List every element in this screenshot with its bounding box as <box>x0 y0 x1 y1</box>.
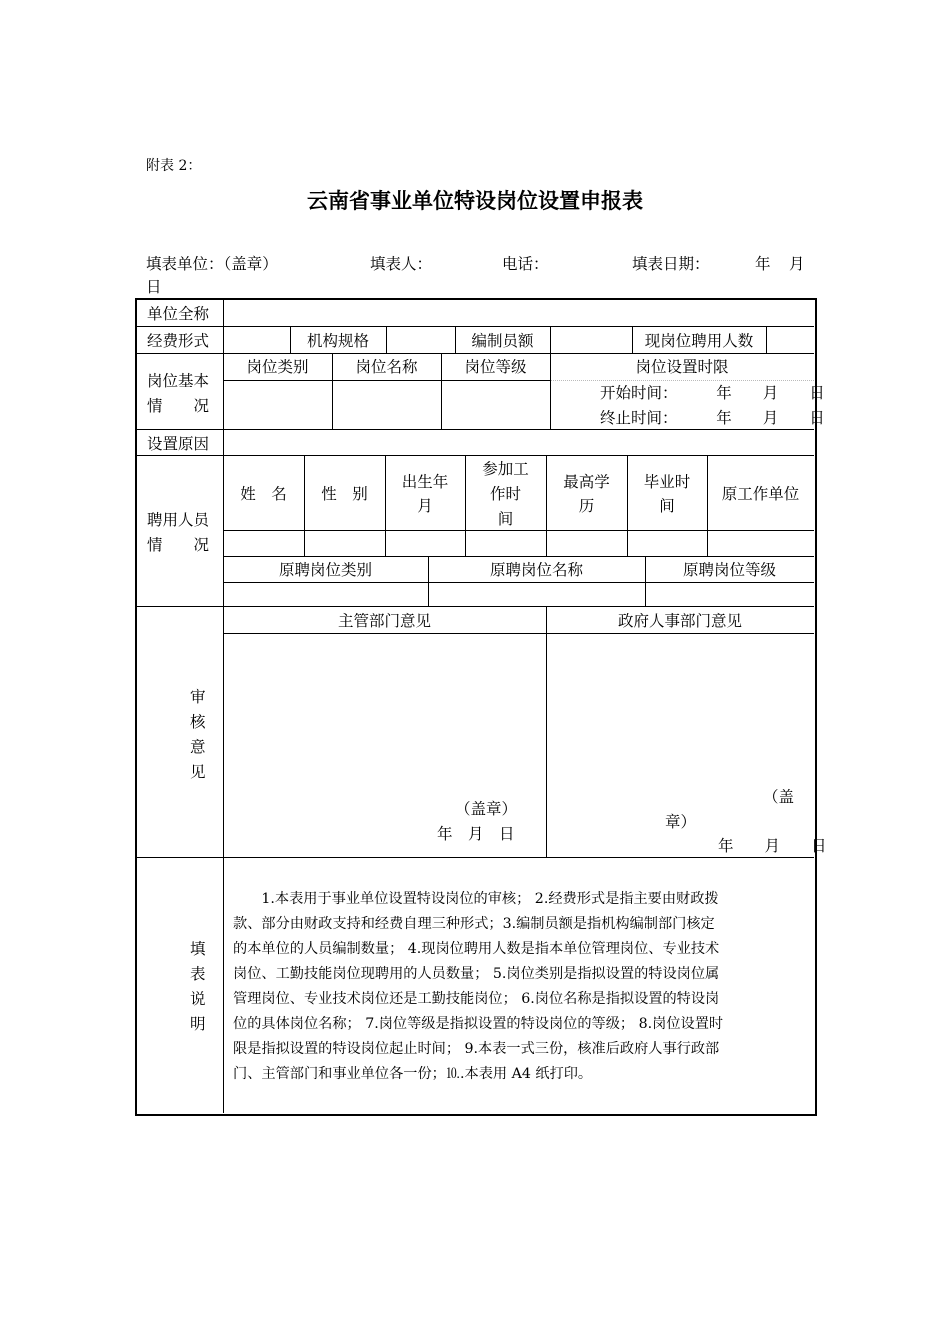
col-edu-1: 最高学 <box>563 473 610 491</box>
col-grad-2: 间 <box>659 497 675 515</box>
notes-label-1: 填 <box>190 940 206 958</box>
review-label-4: 见 <box>190 763 206 781</box>
filler-label: 填表人： <box>370 255 433 273</box>
unit-fullname-label: 单位全称 <box>147 305 210 323</box>
date-left: 年 月 日 <box>437 825 515 843</box>
pos-name-header: 岗位名称 <box>355 358 418 376</box>
hired-staff-label-2: 情 况 <box>147 536 210 554</box>
pos-grade-header: 岗位等级 <box>464 358 527 376</box>
date-day: 日 <box>146 278 162 296</box>
col-birth-1: 出生年 <box>401 473 449 491</box>
setup-reason-label: 设置原因 <box>147 435 210 453</box>
col-grad-1: 毕业时 <box>643 473 691 491</box>
notes-label-3: 说 <box>190 990 206 1008</box>
seal-right-2: 章） <box>665 813 697 831</box>
position-basic-label-2: 情 况 <box>147 397 210 415</box>
hired-staff-label: 聘用人员 <box>147 511 210 529</box>
review-label-3: 意 <box>190 738 206 756</box>
col-orig-unit: 原工作单位 <box>721 485 800 503</box>
review-label-2: 核 <box>190 713 206 731</box>
pos-time-limit-header: 岗位设置时限 <box>635 358 729 376</box>
gov-hr-opinion-header: 政府人事部门意见 <box>617 612 742 630</box>
date-year: 年 <box>755 255 771 273</box>
notes-label-2: 表 <box>190 965 206 983</box>
col-edu-2: 历 <box>578 497 595 515</box>
seal-right-1: （盖 <box>763 788 795 806</box>
page-title: 云南省事业单位特设岗位设置申报表 <box>307 188 643 213</box>
current-hired-label: 现岗位聘用人数 <box>644 332 754 350</box>
notes-line: 款、部分由财政支持和经费自理三种形式；3.编制员额是指机构编制部门核定 <box>233 916 715 932</box>
staff-quota-label: 编制员额 <box>471 332 534 350</box>
unit-label: 填表单位：（盖章） <box>146 255 278 273</box>
orig-pos-grade: 原聘岗位等级 <box>682 561 776 579</box>
col-work-3: 间 <box>497 510 514 528</box>
notes-line: 管理岗位、专业技术岗位还是工勤技能岗位； 6.岗位名称是指拟设置的特设岗 <box>233 991 720 1007</box>
supervisor-opinion-header: 主管部门意见 <box>337 612 431 630</box>
col-name: 姓 名 <box>240 485 287 503</box>
start-time: 开始时间： 年 月 日 <box>600 384 825 402</box>
col-work-2: 作时 <box>489 485 521 503</box>
date-right: 年 月 日 <box>718 837 827 855</box>
seal-left: （盖章） <box>455 800 518 818</box>
review-label-1: 审 <box>190 688 206 706</box>
col-birth-2: 月 <box>417 497 433 515</box>
orig-pos-name: 原聘岗位名称 <box>489 561 583 579</box>
notes-line: 岗位、工勤技能岗位现聘用的人员数量； 5.岗位类别是指拟设置的特设岗位属 <box>233 966 720 982</box>
notes-line: 限是指拟设置的特设岗位起止时间； 9.本表一式三份，核准后政府人事行政部 <box>233 1041 720 1057</box>
notes-line: 1.本表用于事业单位设置特设岗位的审核； 2.经费形式是指主要由财政拨 <box>233 891 719 907</box>
col-work-1: 参加工 <box>482 460 529 478</box>
attachment-label: 附表 2： <box>146 158 202 174</box>
orig-pos-category: 原聘岗位类别 <box>278 561 372 579</box>
pos-category-header: 岗位类别 <box>246 358 309 376</box>
notes-label-4: 明 <box>190 1015 206 1033</box>
date-label: 填表日期： <box>632 255 710 273</box>
position-basic-label: 岗位基本 <box>147 372 210 390</box>
phone-label: 电话： <box>502 255 549 273</box>
funding-form-label: 经费形式 <box>147 332 210 350</box>
notes-line: 的本单位的人员编制数量； 4.现岗位聘用人数是指本单位管理岗位、专业技术 <box>233 941 720 957</box>
col-gender: 性 别 <box>321 485 368 503</box>
notes-line: 位的具体岗位名称； 7.岗位等级是指拟设置的特设岗位的等级； 8.岗位设置时 <box>233 1016 724 1032</box>
notes-line: 门、主管部门和事业单位各一份；⒑.本表用 A4 纸打印。 <box>233 1066 593 1082</box>
date-month: 月 <box>789 255 805 273</box>
org-scale-label: 机构规格 <box>306 332 369 350</box>
end-time: 终止时间： 年 月 日 <box>600 409 825 427</box>
